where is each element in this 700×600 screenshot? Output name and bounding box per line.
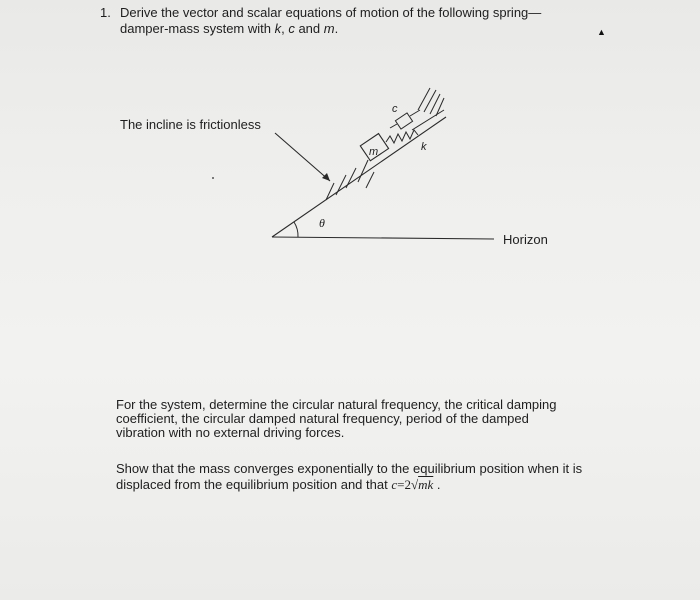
label-c: c xyxy=(392,103,398,115)
sqrt-symbol: √ xyxy=(410,477,419,492)
horizon-label: Horizon xyxy=(503,232,548,247)
angle-arc xyxy=(294,222,298,237)
para1-line-1: For the system, determine the circular natural frequency, the critical damping xyxy=(116,397,557,412)
question-line-2: damper-mass system with k, c and m. xyxy=(120,21,339,36)
mouse-cursor-icon: ▲ xyxy=(597,27,606,37)
para2-line-2: displaced from the equilibrium position and that c=2√mk . xyxy=(116,477,441,492)
spring-k xyxy=(386,130,418,143)
var-m: m xyxy=(323,21,335,36)
label-k: k xyxy=(421,141,427,153)
incline-hatching xyxy=(326,160,374,200)
para1-line-3: vibration with no external driving forces. xyxy=(116,425,345,440)
pointer-arrow xyxy=(275,133,330,181)
label-m: m xyxy=(369,146,379,158)
wall-hatching xyxy=(412,88,444,130)
var-c: c xyxy=(288,21,295,36)
paragraph-convergence xyxy=(116,461,656,493)
incline-note: The incline is frictionless xyxy=(120,117,261,132)
para2-line-1: Show that the mass converges exponentially to the equilibrium position when it is xyxy=(116,461,583,476)
var-k: k xyxy=(274,21,282,36)
para1-line-2: coefficient, the circular damped natural frequency, period of the damped xyxy=(116,411,529,426)
incline-line xyxy=(272,117,446,237)
label-theta: θ xyxy=(319,216,325,230)
horizon-line xyxy=(272,237,494,239)
question-number: 1. xyxy=(100,5,111,20)
paragraph-frequencies xyxy=(116,398,636,440)
critical-damping-formula: c=2√mk xyxy=(391,477,434,492)
pointer-arrowhead xyxy=(322,173,330,181)
question-line-1: Derive the vector and scalar equations of motion of the following spring— xyxy=(120,5,542,20)
